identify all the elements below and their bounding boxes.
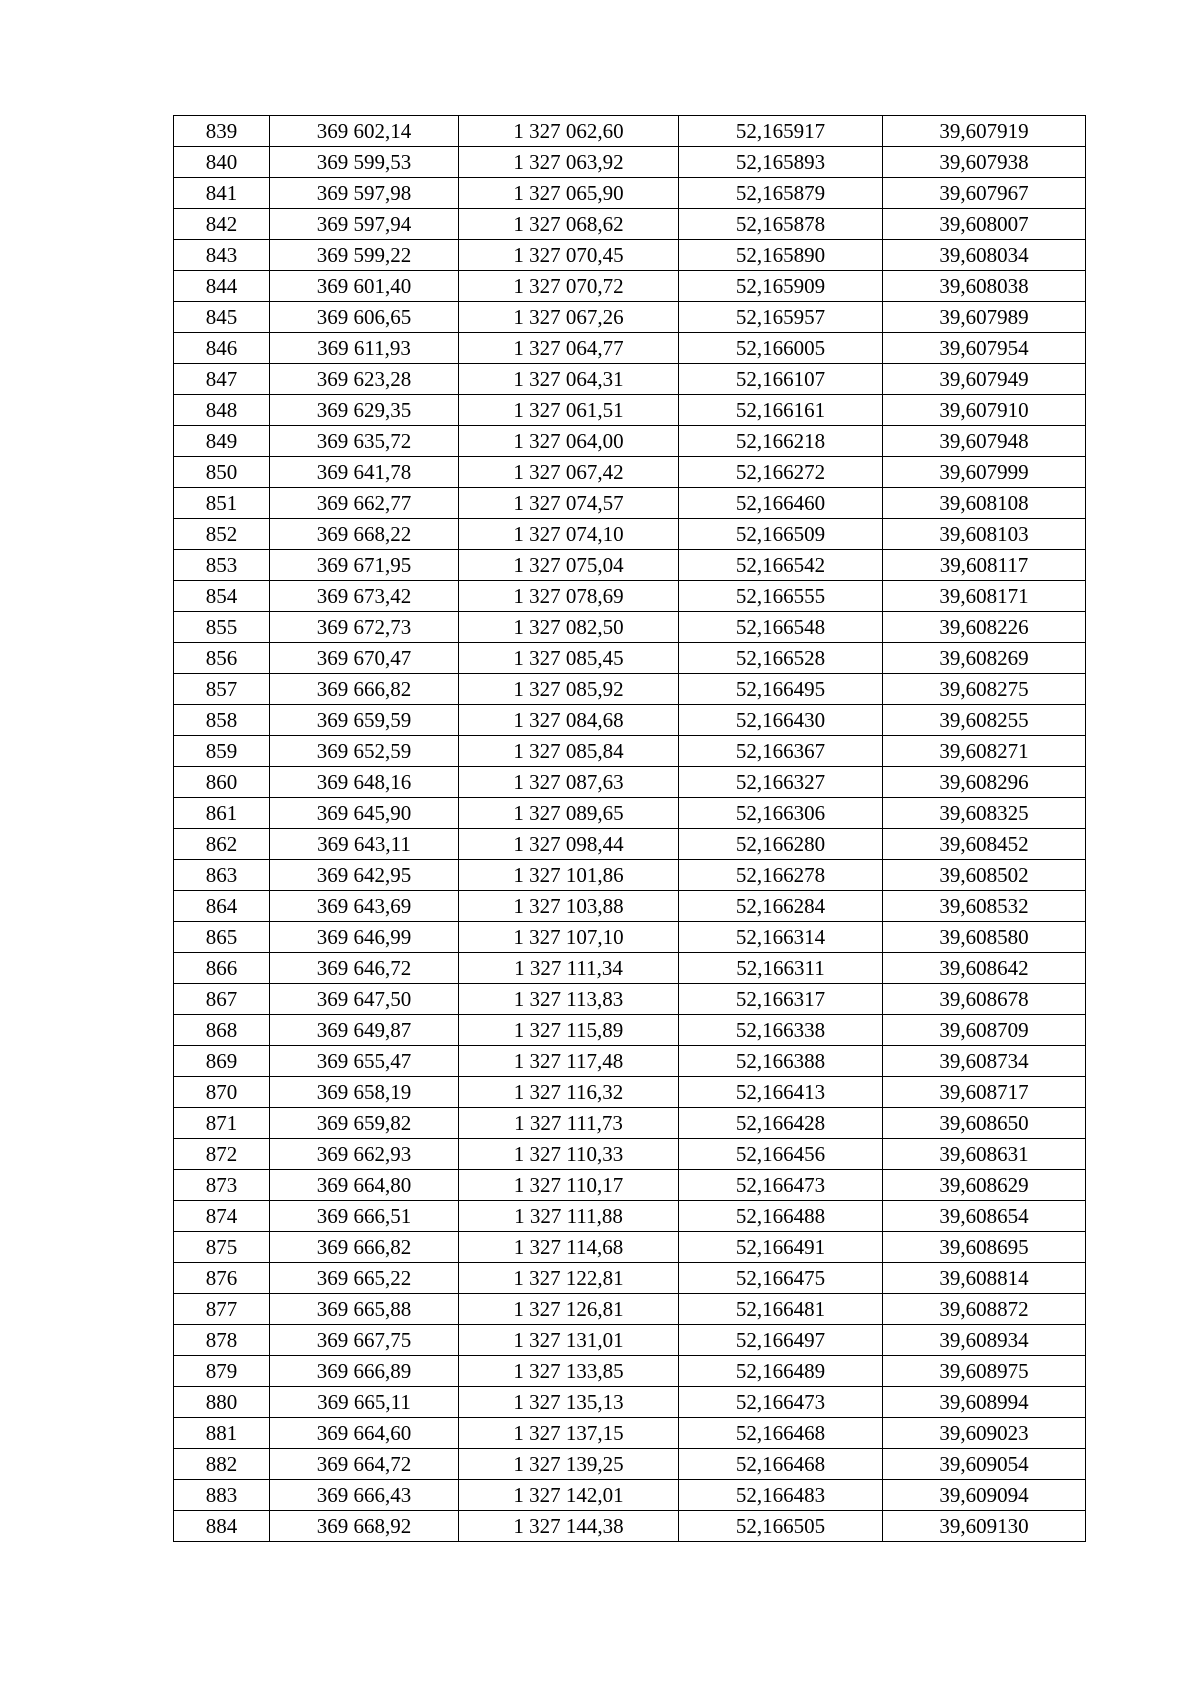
- latitude-cell: 52,166218: [679, 426, 883, 457]
- longitude-cell: 39,607999: [883, 457, 1086, 488]
- point-number-cell: 878: [174, 1325, 270, 1356]
- point-number-cell: 880: [174, 1387, 270, 1418]
- latitude-cell: 52,166481: [679, 1294, 883, 1325]
- y-coordinate-cell: 1 327 064,00: [459, 426, 679, 457]
- y-coordinate-cell: 1 327 067,42: [459, 457, 679, 488]
- longitude-cell: 39,608452: [883, 829, 1086, 860]
- point-number-cell: 854: [174, 581, 270, 612]
- point-number-cell: 875: [174, 1232, 270, 1263]
- table-row: [174, 240, 1086, 271]
- point-number-cell: 855: [174, 612, 270, 643]
- table-row: [174, 1511, 1086, 1542]
- x-coordinate-cell: 369 659,82: [270, 1108, 459, 1139]
- point-number-cell: 884: [174, 1511, 270, 1542]
- latitude-cell: 52,166367: [679, 736, 883, 767]
- x-coordinate-cell: 369 664,80: [270, 1170, 459, 1201]
- point-number-cell: 861: [174, 798, 270, 829]
- x-coordinate-cell: 369 666,43: [270, 1480, 459, 1511]
- y-coordinate-cell: 1 327 117,48: [459, 1046, 679, 1077]
- y-coordinate-cell: 1 327 078,69: [459, 581, 679, 612]
- latitude-cell: 52,166468: [679, 1418, 883, 1449]
- latitude-cell: 52,166473: [679, 1170, 883, 1201]
- latitude-cell: 52,166495: [679, 674, 883, 705]
- x-coordinate-cell: 369 666,51: [270, 1201, 459, 1232]
- table-row: [174, 1418, 1086, 1449]
- longitude-cell: 39,608814: [883, 1263, 1086, 1294]
- x-coordinate-cell: 369 671,95: [270, 550, 459, 581]
- table-row: [174, 1387, 1086, 1418]
- y-coordinate-cell: 1 327 074,57: [459, 488, 679, 519]
- latitude-cell: 52,166161: [679, 395, 883, 426]
- table-row: [174, 1046, 1086, 1077]
- table-row: [174, 736, 1086, 767]
- y-coordinate-cell: 1 327 075,04: [459, 550, 679, 581]
- y-coordinate-cell: 1 327 085,45: [459, 643, 679, 674]
- point-number-cell: 860: [174, 767, 270, 798]
- table-row: [174, 1263, 1086, 1294]
- y-coordinate-cell: 1 327 110,33: [459, 1139, 679, 1170]
- y-coordinate-cell: 1 327 110,17: [459, 1170, 679, 1201]
- point-number-cell: 852: [174, 519, 270, 550]
- table-row: [174, 395, 1086, 426]
- x-coordinate-cell: 369 599,22: [270, 240, 459, 271]
- x-coordinate-cell: 369 635,72: [270, 426, 459, 457]
- point-number-cell: 869: [174, 1046, 270, 1077]
- longitude-cell: 39,608007: [883, 209, 1086, 240]
- point-number-cell: 881: [174, 1418, 270, 1449]
- longitude-cell: 39,608695: [883, 1232, 1086, 1263]
- y-coordinate-cell: 1 327 070,72: [459, 271, 679, 302]
- y-coordinate-cell: 1 327 098,44: [459, 829, 679, 860]
- table-row: [174, 829, 1086, 860]
- table-row: [174, 1077, 1086, 1108]
- x-coordinate-cell: 369 666,89: [270, 1356, 459, 1387]
- longitude-cell: 39,608678: [883, 984, 1086, 1015]
- y-coordinate-cell: 1 327 131,01: [459, 1325, 679, 1356]
- latitude-cell: 52,166473: [679, 1387, 883, 1418]
- longitude-cell: 39,608709: [883, 1015, 1086, 1046]
- latitude-cell: 52,165879: [679, 178, 883, 209]
- table-row: [174, 550, 1086, 581]
- y-coordinate-cell: 1 327 063,92: [459, 147, 679, 178]
- point-number-cell: 848: [174, 395, 270, 426]
- x-coordinate-cell: 369 643,69: [270, 891, 459, 922]
- longitude-cell: 39,608642: [883, 953, 1086, 984]
- table-row: [174, 519, 1086, 550]
- table-row: [174, 1108, 1086, 1139]
- y-coordinate-cell: 1 327 111,34: [459, 953, 679, 984]
- longitude-cell: 39,608650: [883, 1108, 1086, 1139]
- point-number-cell: 856: [174, 643, 270, 674]
- x-coordinate-cell: 369 652,59: [270, 736, 459, 767]
- y-coordinate-cell: 1 327 085,92: [459, 674, 679, 705]
- table-row: [174, 705, 1086, 736]
- x-coordinate-cell: 369 597,94: [270, 209, 459, 240]
- longitude-cell: 39,608275: [883, 674, 1086, 705]
- x-coordinate-cell: 369 662,93: [270, 1139, 459, 1170]
- table-row: [174, 302, 1086, 333]
- x-coordinate-cell: 369 646,72: [270, 953, 459, 984]
- x-coordinate-cell: 369 641,78: [270, 457, 459, 488]
- table-row: [174, 178, 1086, 209]
- latitude-cell: 52,166509: [679, 519, 883, 550]
- point-number-cell: 882: [174, 1449, 270, 1480]
- longitude-cell: 39,608734: [883, 1046, 1086, 1077]
- point-number-cell: 863: [174, 860, 270, 891]
- longitude-cell: 39,609094: [883, 1480, 1086, 1511]
- longitude-cell: 39,608629: [883, 1170, 1086, 1201]
- table-row: [174, 1325, 1086, 1356]
- longitude-cell: 39,609054: [883, 1449, 1086, 1480]
- latitude-cell: 52,166528: [679, 643, 883, 674]
- longitude-cell: 39,608034: [883, 240, 1086, 271]
- y-coordinate-cell: 1 327 144,38: [459, 1511, 679, 1542]
- x-coordinate-cell: 369 649,87: [270, 1015, 459, 1046]
- table-row: [174, 426, 1086, 457]
- table-row: [174, 1356, 1086, 1387]
- x-coordinate-cell: 369 659,59: [270, 705, 459, 736]
- point-number-cell: 858: [174, 705, 270, 736]
- x-coordinate-cell: 369 662,77: [270, 488, 459, 519]
- latitude-cell: 52,166489: [679, 1356, 883, 1387]
- y-coordinate-cell: 1 327 111,73: [459, 1108, 679, 1139]
- point-number-cell: 865: [174, 922, 270, 953]
- x-coordinate-cell: 369 667,75: [270, 1325, 459, 1356]
- longitude-cell: 39,608532: [883, 891, 1086, 922]
- x-coordinate-cell: 369 606,65: [270, 302, 459, 333]
- latitude-cell: 52,165917: [679, 116, 883, 147]
- point-number-cell: 868: [174, 1015, 270, 1046]
- y-coordinate-cell: 1 327 085,84: [459, 736, 679, 767]
- latitude-cell: 52,166284: [679, 891, 883, 922]
- point-number-cell: 859: [174, 736, 270, 767]
- latitude-cell: 52,166468: [679, 1449, 883, 1480]
- y-coordinate-cell: 1 327 067,26: [459, 302, 679, 333]
- x-coordinate-cell: 369 642,95: [270, 860, 459, 891]
- table-row: [174, 488, 1086, 519]
- x-coordinate-cell: 369 611,93: [270, 333, 459, 364]
- table-row: [174, 860, 1086, 891]
- table-row: [174, 333, 1086, 364]
- latitude-cell: 52,166475: [679, 1263, 883, 1294]
- point-number-cell: 870: [174, 1077, 270, 1108]
- point-number-cell: 879: [174, 1356, 270, 1387]
- y-coordinate-cell: 1 327 064,77: [459, 333, 679, 364]
- y-coordinate-cell: 1 327 113,83: [459, 984, 679, 1015]
- y-coordinate-cell: 1 327 142,01: [459, 1480, 679, 1511]
- x-coordinate-cell: 369 664,72: [270, 1449, 459, 1480]
- longitude-cell: 39,607967: [883, 178, 1086, 209]
- y-coordinate-cell: 1 327 111,88: [459, 1201, 679, 1232]
- point-number-cell: 845: [174, 302, 270, 333]
- y-coordinate-cell: 1 327 107,10: [459, 922, 679, 953]
- point-number-cell: 871: [174, 1108, 270, 1139]
- table-row: [174, 581, 1086, 612]
- x-coordinate-cell: 369 665,11: [270, 1387, 459, 1418]
- table-row: [174, 209, 1086, 240]
- point-number-cell: 876: [174, 1263, 270, 1294]
- longitude-cell: 39,608502: [883, 860, 1086, 891]
- point-number-cell: 862: [174, 829, 270, 860]
- point-number-cell: 877: [174, 1294, 270, 1325]
- longitude-cell: 39,608271: [883, 736, 1086, 767]
- coordinates-table: [173, 115, 1086, 1542]
- table-row: [174, 767, 1086, 798]
- latitude-cell: 52,166460: [679, 488, 883, 519]
- y-coordinate-cell: 1 327 133,85: [459, 1356, 679, 1387]
- point-number-cell: 842: [174, 209, 270, 240]
- longitude-cell: 39,608255: [883, 705, 1086, 736]
- y-coordinate-cell: 1 327 135,13: [459, 1387, 679, 1418]
- table-row: [174, 891, 1086, 922]
- y-coordinate-cell: 1 327 082,50: [459, 612, 679, 643]
- table-row: [174, 1015, 1086, 1046]
- table-row: [174, 798, 1086, 829]
- x-coordinate-cell: 369 601,40: [270, 271, 459, 302]
- y-coordinate-cell: 1 327 061,51: [459, 395, 679, 426]
- latitude-cell: 52,166491: [679, 1232, 883, 1263]
- latitude-cell: 52,166497: [679, 1325, 883, 1356]
- longitude-cell: 39,607954: [883, 333, 1086, 364]
- table-row: [174, 1201, 1086, 1232]
- longitude-cell: 39,607989: [883, 302, 1086, 333]
- longitude-cell: 39,608994: [883, 1387, 1086, 1418]
- longitude-cell: 39,607948: [883, 426, 1086, 457]
- x-coordinate-cell: 369 599,53: [270, 147, 459, 178]
- latitude-cell: 52,166548: [679, 612, 883, 643]
- longitude-cell: 39,608717: [883, 1077, 1086, 1108]
- y-coordinate-cell: 1 327 089,65: [459, 798, 679, 829]
- x-coordinate-cell: 369 673,42: [270, 581, 459, 612]
- latitude-cell: 52,166280: [679, 829, 883, 860]
- longitude-cell: 39,608296: [883, 767, 1086, 798]
- longitude-cell: 39,607919: [883, 116, 1086, 147]
- table-row: [174, 1170, 1086, 1201]
- point-number-cell: 843: [174, 240, 270, 271]
- point-number-cell: 872: [174, 1139, 270, 1170]
- latitude-cell: 52,165878: [679, 209, 883, 240]
- latitude-cell: 52,166430: [679, 705, 883, 736]
- coordinates-table-body: [174, 116, 1086, 1542]
- longitude-cell: 39,608117: [883, 550, 1086, 581]
- x-coordinate-cell: 369 623,28: [270, 364, 459, 395]
- y-coordinate-cell: 1 327 087,63: [459, 767, 679, 798]
- point-number-cell: 864: [174, 891, 270, 922]
- latitude-cell: 52,165890: [679, 240, 883, 271]
- table-row: [174, 1139, 1086, 1170]
- latitude-cell: 52,166327: [679, 767, 883, 798]
- point-number-cell: 849: [174, 426, 270, 457]
- table-row: [174, 1449, 1086, 1480]
- point-number-cell: 867: [174, 984, 270, 1015]
- table-row: [174, 147, 1086, 178]
- latitude-cell: 52,166306: [679, 798, 883, 829]
- table-row: [174, 674, 1086, 705]
- longitude-cell: 39,608631: [883, 1139, 1086, 1170]
- latitude-cell: 52,166317: [679, 984, 883, 1015]
- longitude-cell: 39,608934: [883, 1325, 1086, 1356]
- y-coordinate-cell: 1 327 122,81: [459, 1263, 679, 1294]
- longitude-cell: 39,608226: [883, 612, 1086, 643]
- y-coordinate-cell: 1 327 068,62: [459, 209, 679, 240]
- y-coordinate-cell: 1 327 101,86: [459, 860, 679, 891]
- latitude-cell: 52,166005: [679, 333, 883, 364]
- y-coordinate-cell: 1 327 064,31: [459, 364, 679, 395]
- x-coordinate-cell: 369 664,60: [270, 1418, 459, 1449]
- x-coordinate-cell: 369 647,50: [270, 984, 459, 1015]
- table-row: [174, 364, 1086, 395]
- longitude-cell: 39,608654: [883, 1201, 1086, 1232]
- latitude-cell: 52,166542: [679, 550, 883, 581]
- latitude-cell: 52,165957: [679, 302, 883, 333]
- latitude-cell: 52,166488: [679, 1201, 883, 1232]
- longitude-cell: 39,608975: [883, 1356, 1086, 1387]
- x-coordinate-cell: 369 666,82: [270, 674, 459, 705]
- y-coordinate-cell: 1 327 065,90: [459, 178, 679, 209]
- table-row: [174, 612, 1086, 643]
- x-coordinate-cell: 369 629,35: [270, 395, 459, 426]
- longitude-cell: 39,608171: [883, 581, 1086, 612]
- latitude-cell: 52,166413: [679, 1077, 883, 1108]
- point-number-cell: 840: [174, 147, 270, 178]
- latitude-cell: 52,166555: [679, 581, 883, 612]
- latitude-cell: 52,166278: [679, 860, 883, 891]
- y-coordinate-cell: 1 327 116,32: [459, 1077, 679, 1108]
- latitude-cell: 52,166505: [679, 1511, 883, 1542]
- longitude-cell: 39,607910: [883, 395, 1086, 426]
- table-row: [174, 1294, 1086, 1325]
- latitude-cell: 52,165893: [679, 147, 883, 178]
- x-coordinate-cell: 369 668,92: [270, 1511, 459, 1542]
- longitude-cell: 39,609023: [883, 1418, 1086, 1449]
- y-coordinate-cell: 1 327 114,68: [459, 1232, 679, 1263]
- point-number-cell: 844: [174, 271, 270, 302]
- table-row: [174, 271, 1086, 302]
- y-coordinate-cell: 1 327 115,89: [459, 1015, 679, 1046]
- point-number-cell: 839: [174, 116, 270, 147]
- y-coordinate-cell: 1 327 062,60: [459, 116, 679, 147]
- x-coordinate-cell: 369 648,16: [270, 767, 459, 798]
- longitude-cell: 39,608103: [883, 519, 1086, 550]
- x-coordinate-cell: 369 668,22: [270, 519, 459, 550]
- table-row: [174, 1480, 1086, 1511]
- y-coordinate-cell: 1 327 074,10: [459, 519, 679, 550]
- table-row: [174, 116, 1086, 147]
- x-coordinate-cell: 369 655,47: [270, 1046, 459, 1077]
- y-coordinate-cell: 1 327 084,68: [459, 705, 679, 736]
- point-number-cell: 850: [174, 457, 270, 488]
- point-number-cell: 873: [174, 1170, 270, 1201]
- y-coordinate-cell: 1 327 137,15: [459, 1418, 679, 1449]
- latitude-cell: 52,166107: [679, 364, 883, 395]
- latitude-cell: 52,166428: [679, 1108, 883, 1139]
- table-row: [174, 457, 1086, 488]
- longitude-cell: 39,608038: [883, 271, 1086, 302]
- longitude-cell: 39,608325: [883, 798, 1086, 829]
- longitude-cell: 39,608580: [883, 922, 1086, 953]
- y-coordinate-cell: 1 327 139,25: [459, 1449, 679, 1480]
- table-row: [174, 643, 1086, 674]
- y-coordinate-cell: 1 327 103,88: [459, 891, 679, 922]
- x-coordinate-cell: 369 665,88: [270, 1294, 459, 1325]
- point-number-cell: 847: [174, 364, 270, 395]
- latitude-cell: 52,166272: [679, 457, 883, 488]
- x-coordinate-cell: 369 646,99: [270, 922, 459, 953]
- latitude-cell: 52,166311: [679, 953, 883, 984]
- table-row: [174, 922, 1086, 953]
- x-coordinate-cell: 369 645,90: [270, 798, 459, 829]
- x-coordinate-cell: 369 666,82: [270, 1232, 459, 1263]
- longitude-cell: 39,608269: [883, 643, 1086, 674]
- x-coordinate-cell: 369 658,19: [270, 1077, 459, 1108]
- point-number-cell: 846: [174, 333, 270, 364]
- longitude-cell: 39,608108: [883, 488, 1086, 519]
- latitude-cell: 52,166314: [679, 922, 883, 953]
- x-coordinate-cell: 369 672,73: [270, 612, 459, 643]
- latitude-cell: 52,166456: [679, 1139, 883, 1170]
- latitude-cell: 52,166338: [679, 1015, 883, 1046]
- x-coordinate-cell: 369 665,22: [270, 1263, 459, 1294]
- point-number-cell: 851: [174, 488, 270, 519]
- point-number-cell: 857: [174, 674, 270, 705]
- y-coordinate-cell: 1 327 126,81: [459, 1294, 679, 1325]
- point-number-cell: 853: [174, 550, 270, 581]
- point-number-cell: 841: [174, 178, 270, 209]
- longitude-cell: 39,608872: [883, 1294, 1086, 1325]
- table-row: [174, 953, 1086, 984]
- latitude-cell: 52,166388: [679, 1046, 883, 1077]
- longitude-cell: 39,607949: [883, 364, 1086, 395]
- table-row: [174, 1232, 1086, 1263]
- longitude-cell: 39,609130: [883, 1511, 1086, 1542]
- x-coordinate-cell: 369 597,98: [270, 178, 459, 209]
- latitude-cell: 52,165909: [679, 271, 883, 302]
- x-coordinate-cell: 369 670,47: [270, 643, 459, 674]
- point-number-cell: 883: [174, 1480, 270, 1511]
- table-row: [174, 984, 1086, 1015]
- point-number-cell: 866: [174, 953, 270, 984]
- latitude-cell: 52,166483: [679, 1480, 883, 1511]
- x-coordinate-cell: 369 643,11: [270, 829, 459, 860]
- point-number-cell: 874: [174, 1201, 270, 1232]
- x-coordinate-cell: 369 602,14: [270, 116, 459, 147]
- longitude-cell: 39,607938: [883, 147, 1086, 178]
- y-coordinate-cell: 1 327 070,45: [459, 240, 679, 271]
